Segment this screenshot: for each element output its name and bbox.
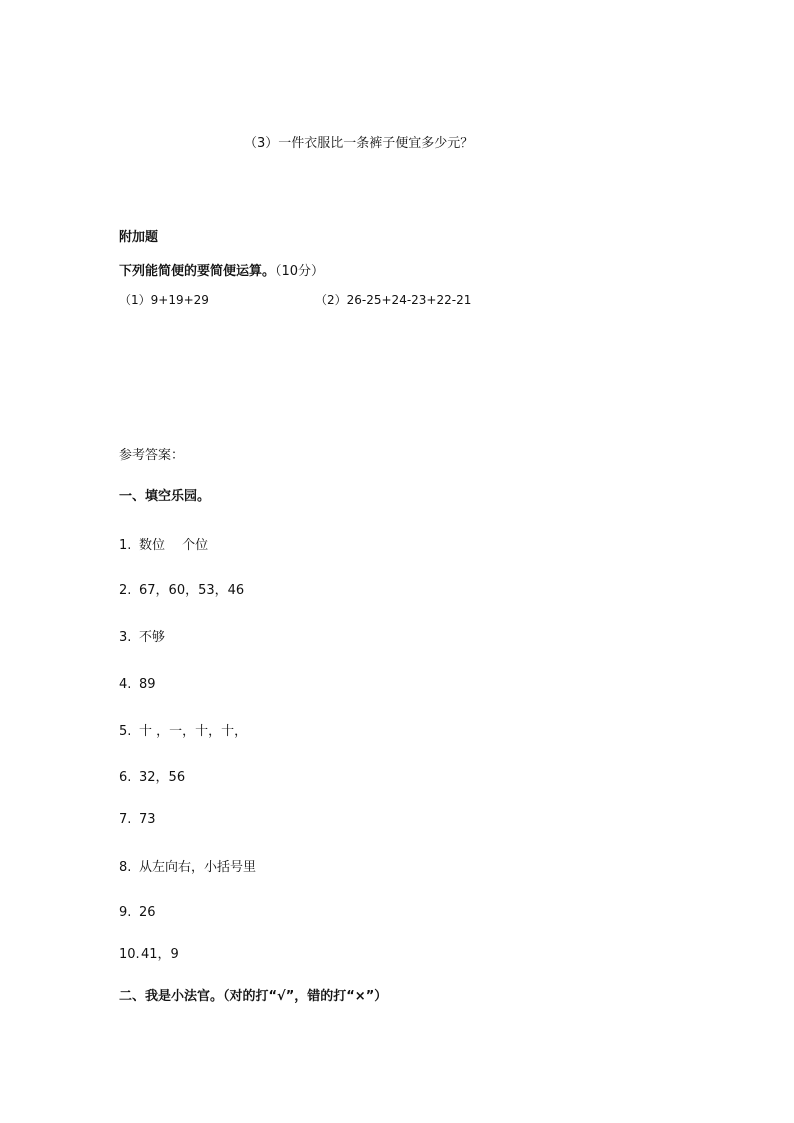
answer-item <box>119 539 208 552</box>
answer-text: 32，56 <box>139 770 186 785</box>
answer-text: 十 ，一，十，十， <box>139 724 248 739</box>
answer-number: 2. <box>119 583 132 598</box>
question-3: （3）一件衣服比一条裤子便宜多少元？ <box>244 136 474 151</box>
answer-text: 67，60，53，46 <box>139 583 245 598</box>
extra-title: 附加题 <box>119 230 159 245</box>
section-1-title: 一、填空乐园。 <box>119 489 211 504</box>
answer-item <box>119 906 156 919</box>
answer-number: 3. <box>119 630 132 645</box>
answer-number: 5. <box>119 724 132 739</box>
extra-instruction-line <box>119 262 324 278</box>
answer-number: 6. <box>119 770 132 785</box>
answer-item <box>119 948 179 961</box>
answer-number: 7. <box>119 812 132 827</box>
answer-item <box>119 813 156 826</box>
answer-text: 89 <box>139 677 156 692</box>
extra-item-2: （2）26-25+24-23+22-21 <box>315 293 472 307</box>
answer-text: 数位 个位 <box>139 538 209 553</box>
answer-number: 1. <box>119 538 132 553</box>
extra-instruction: 下列能简便的要简便运算。 <box>119 264 276 279</box>
answer-number: 8. <box>119 860 132 875</box>
answer-number: 9. <box>119 905 132 920</box>
answer-text: 从左向右，小括号里 <box>139 860 257 875</box>
answer-item <box>119 631 165 644</box>
answer-number: 10. <box>119 947 140 962</box>
answer-number: 4. <box>119 677 132 692</box>
answer-text: 41，9 <box>141 947 179 962</box>
answer-item <box>119 725 247 738</box>
answer-item <box>119 861 256 874</box>
section-2-title: 二、我是小法官。（对的打“√”，错的打“×”） <box>119 989 388 1004</box>
extra-points: （10分） <box>275 264 325 279</box>
answer-item <box>119 678 156 691</box>
answer-item <box>119 771 185 784</box>
extra-item-1: （1）9+19+29 <box>119 293 209 307</box>
answer-text: 26 <box>139 905 156 920</box>
answer-text: 不够 <box>139 630 166 645</box>
answer-text: 73 <box>139 812 156 827</box>
answers-heading: 参考答案： <box>119 448 185 463</box>
answer-item <box>119 584 244 597</box>
